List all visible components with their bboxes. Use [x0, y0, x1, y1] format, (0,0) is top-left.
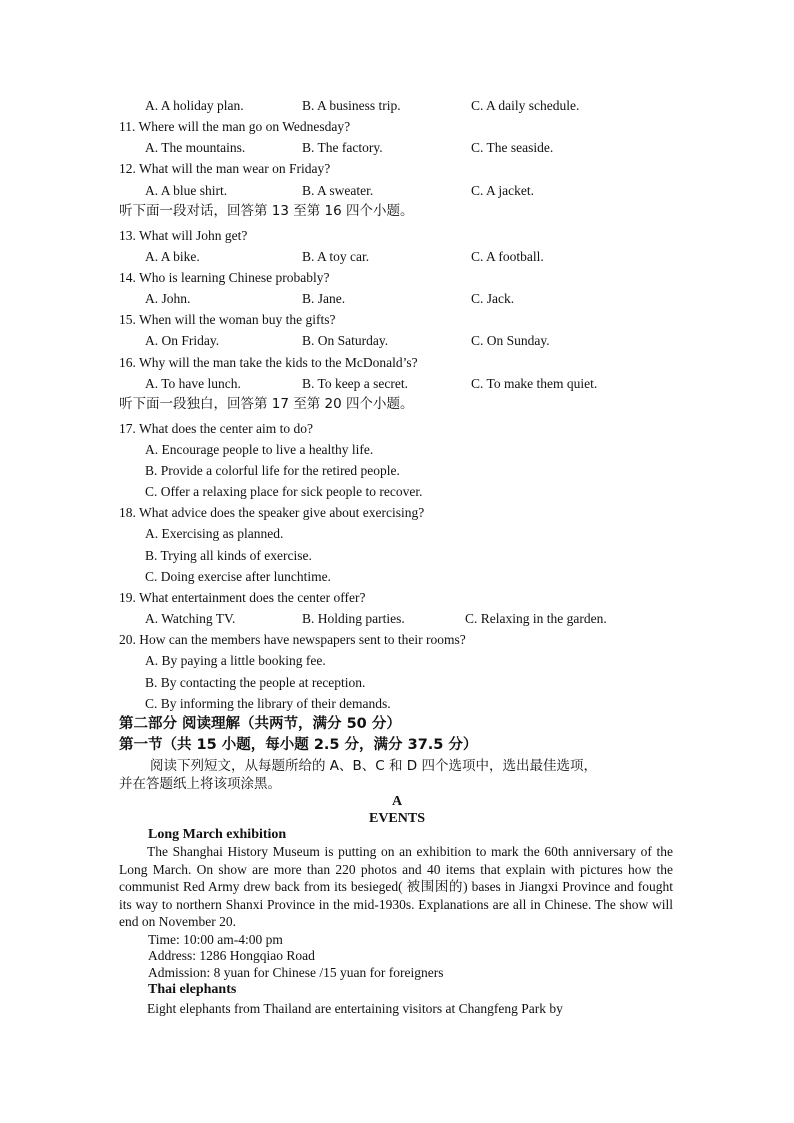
- q12-option-c: C. A jacket.: [471, 183, 534, 198]
- q19-option-c: C. Relaxing in the garden.: [465, 611, 607, 626]
- q12-option-a: A. A blue shirt.: [145, 183, 228, 198]
- section-one-heading: 第一节（共 15 小题，每小题 2.5 分，满分 37.5 分）: [119, 737, 478, 753]
- q16-option-b: B. To keep a secret.: [302, 376, 409, 391]
- q11-option-a: A. The mountains.: [145, 140, 246, 155]
- q11-stem: 11. Where will the man go on Wednesday?: [119, 119, 351, 134]
- q15-option-c: C. On Sunday.: [471, 333, 550, 348]
- event-long-march-description: [119, 843, 673, 931]
- q12-option-b: B. A sweater.: [302, 183, 374, 198]
- reading-instruction-line2: 并在答题纸上将该项涂黑。: [119, 776, 281, 792]
- event-long-march-title: Long March exhibition: [148, 827, 287, 842]
- q18-option-c: C. Doing exercise after lunchtime.: [145, 569, 331, 584]
- q13-option-a: A. A bike.: [145, 249, 200, 264]
- reading-instruction-line1: 阅读下列短文，从每题所给的 A、B、C 和 D 四个选项中，选出最佳选项，: [150, 758, 597, 774]
- q14-option-c: C. Jack.: [471, 291, 515, 306]
- q18-stem: 18. What advice does the speaker give about exercising?: [119, 505, 425, 520]
- q11-option-c: C. The seaside.: [471, 140, 554, 155]
- event-thai-elephants-text: Eight elephants from Thailand are entertaining visitors at Changfeng Park by: [147, 1001, 563, 1016]
- q12-stem: 12. What will the man wear on Friday?: [119, 161, 331, 176]
- instruction-dialogue: 听下面一段对话，回答第 13 至第 16 四个小题。: [119, 203, 414, 219]
- q17-option-a: A. Encourage people to live a healthy life.: [145, 442, 374, 457]
- q14-option-b: B. Jane.: [302, 291, 346, 306]
- q17-option-b: B. Provide a colorful life for the retired people.: [145, 463, 400, 478]
- passage-title: EVENTS: [368, 811, 426, 826]
- q11-option-b: B. The factory.: [302, 140, 383, 155]
- part-two-heading: 第二部分 阅读理解（共两节，满分 50 分）: [119, 716, 401, 732]
- event-long-march-text: The Shanghai History Museum is putting on an exhibition to mark the 60th anniversary of the Long March. On show are more than 220 photos and 40 items that explain with pictures how the communist Red Army drew back from its besieged( 被围困的) bases in Jiangxi Province and fought its way to northern Shanxi Province in the mid-1930s. Explanations are all in Chinese. The show will end on November 20.: [119, 844, 673, 929]
- event-thai-elephants-description: [119, 1000, 673, 1018]
- q17-stem: 17. What does the center aim to do?: [119, 421, 313, 436]
- q13-stem: 13. What will John get?: [119, 228, 248, 243]
- q17-option-c: C. Offer a relaxing place for sick people to recover.: [145, 484, 423, 499]
- q20-stem: 20. How can the members have newspapers sent to their rooms?: [119, 632, 466, 647]
- q10-option-c: C. A daily schedule.: [471, 98, 580, 113]
- event-time: Time: 10:00 am-4:00 pm: [148, 932, 283, 947]
- q15-option-b: B. On Saturday.: [302, 333, 389, 348]
- event-address: Address: 1286 Hongqiao Road: [148, 948, 315, 963]
- q10-option-b: B. A business trip.: [302, 98, 401, 113]
- q19-option-b: B. Holding parties.: [302, 611, 405, 626]
- event-admission: Admission: 8 yuan for Chinese /15 yuan for foreigners: [148, 965, 444, 980]
- event-thai-elephants-title: Thai elephants: [148, 982, 237, 997]
- q10-option-a: A. A holiday plan.: [145, 98, 244, 113]
- q14-stem: 14. Who is learning Chinese probably?: [119, 270, 330, 285]
- q20-option-c: C. By informing the library of their demands.: [145, 696, 391, 711]
- q15-option-a: A. On Friday.: [145, 333, 220, 348]
- q19-option-a: A. Watching TV.: [145, 611, 236, 626]
- q19-stem: 19. What entertainment does the center offer?: [119, 590, 366, 605]
- q13-option-c: C. A football.: [471, 249, 544, 264]
- q16-stem: 16. Why will the man take the kids to the McDonald’s?: [119, 355, 418, 370]
- q20-option-a: A. By paying a little booking fee.: [145, 653, 326, 668]
- passage-letter: A: [391, 794, 403, 809]
- q16-option-a: A. To have lunch.: [145, 376, 241, 391]
- q20-option-b: B. By contacting the people at reception.: [145, 675, 366, 690]
- q18-option-a: A. Exercising as planned.: [145, 526, 284, 541]
- q15-stem: 15. When will the woman buy the gifts?: [119, 312, 336, 327]
- q18-option-b: B. Trying all kinds of exercise.: [145, 548, 312, 563]
- q16-option-c: C. To make them quiet.: [471, 376, 598, 391]
- instruction-monologue: 听下面一段独白，回答第 17 至第 20 四个小题。: [119, 396, 414, 412]
- q14-option-a: A. John.: [145, 291, 191, 306]
- q13-option-b: B. A toy car.: [302, 249, 370, 264]
